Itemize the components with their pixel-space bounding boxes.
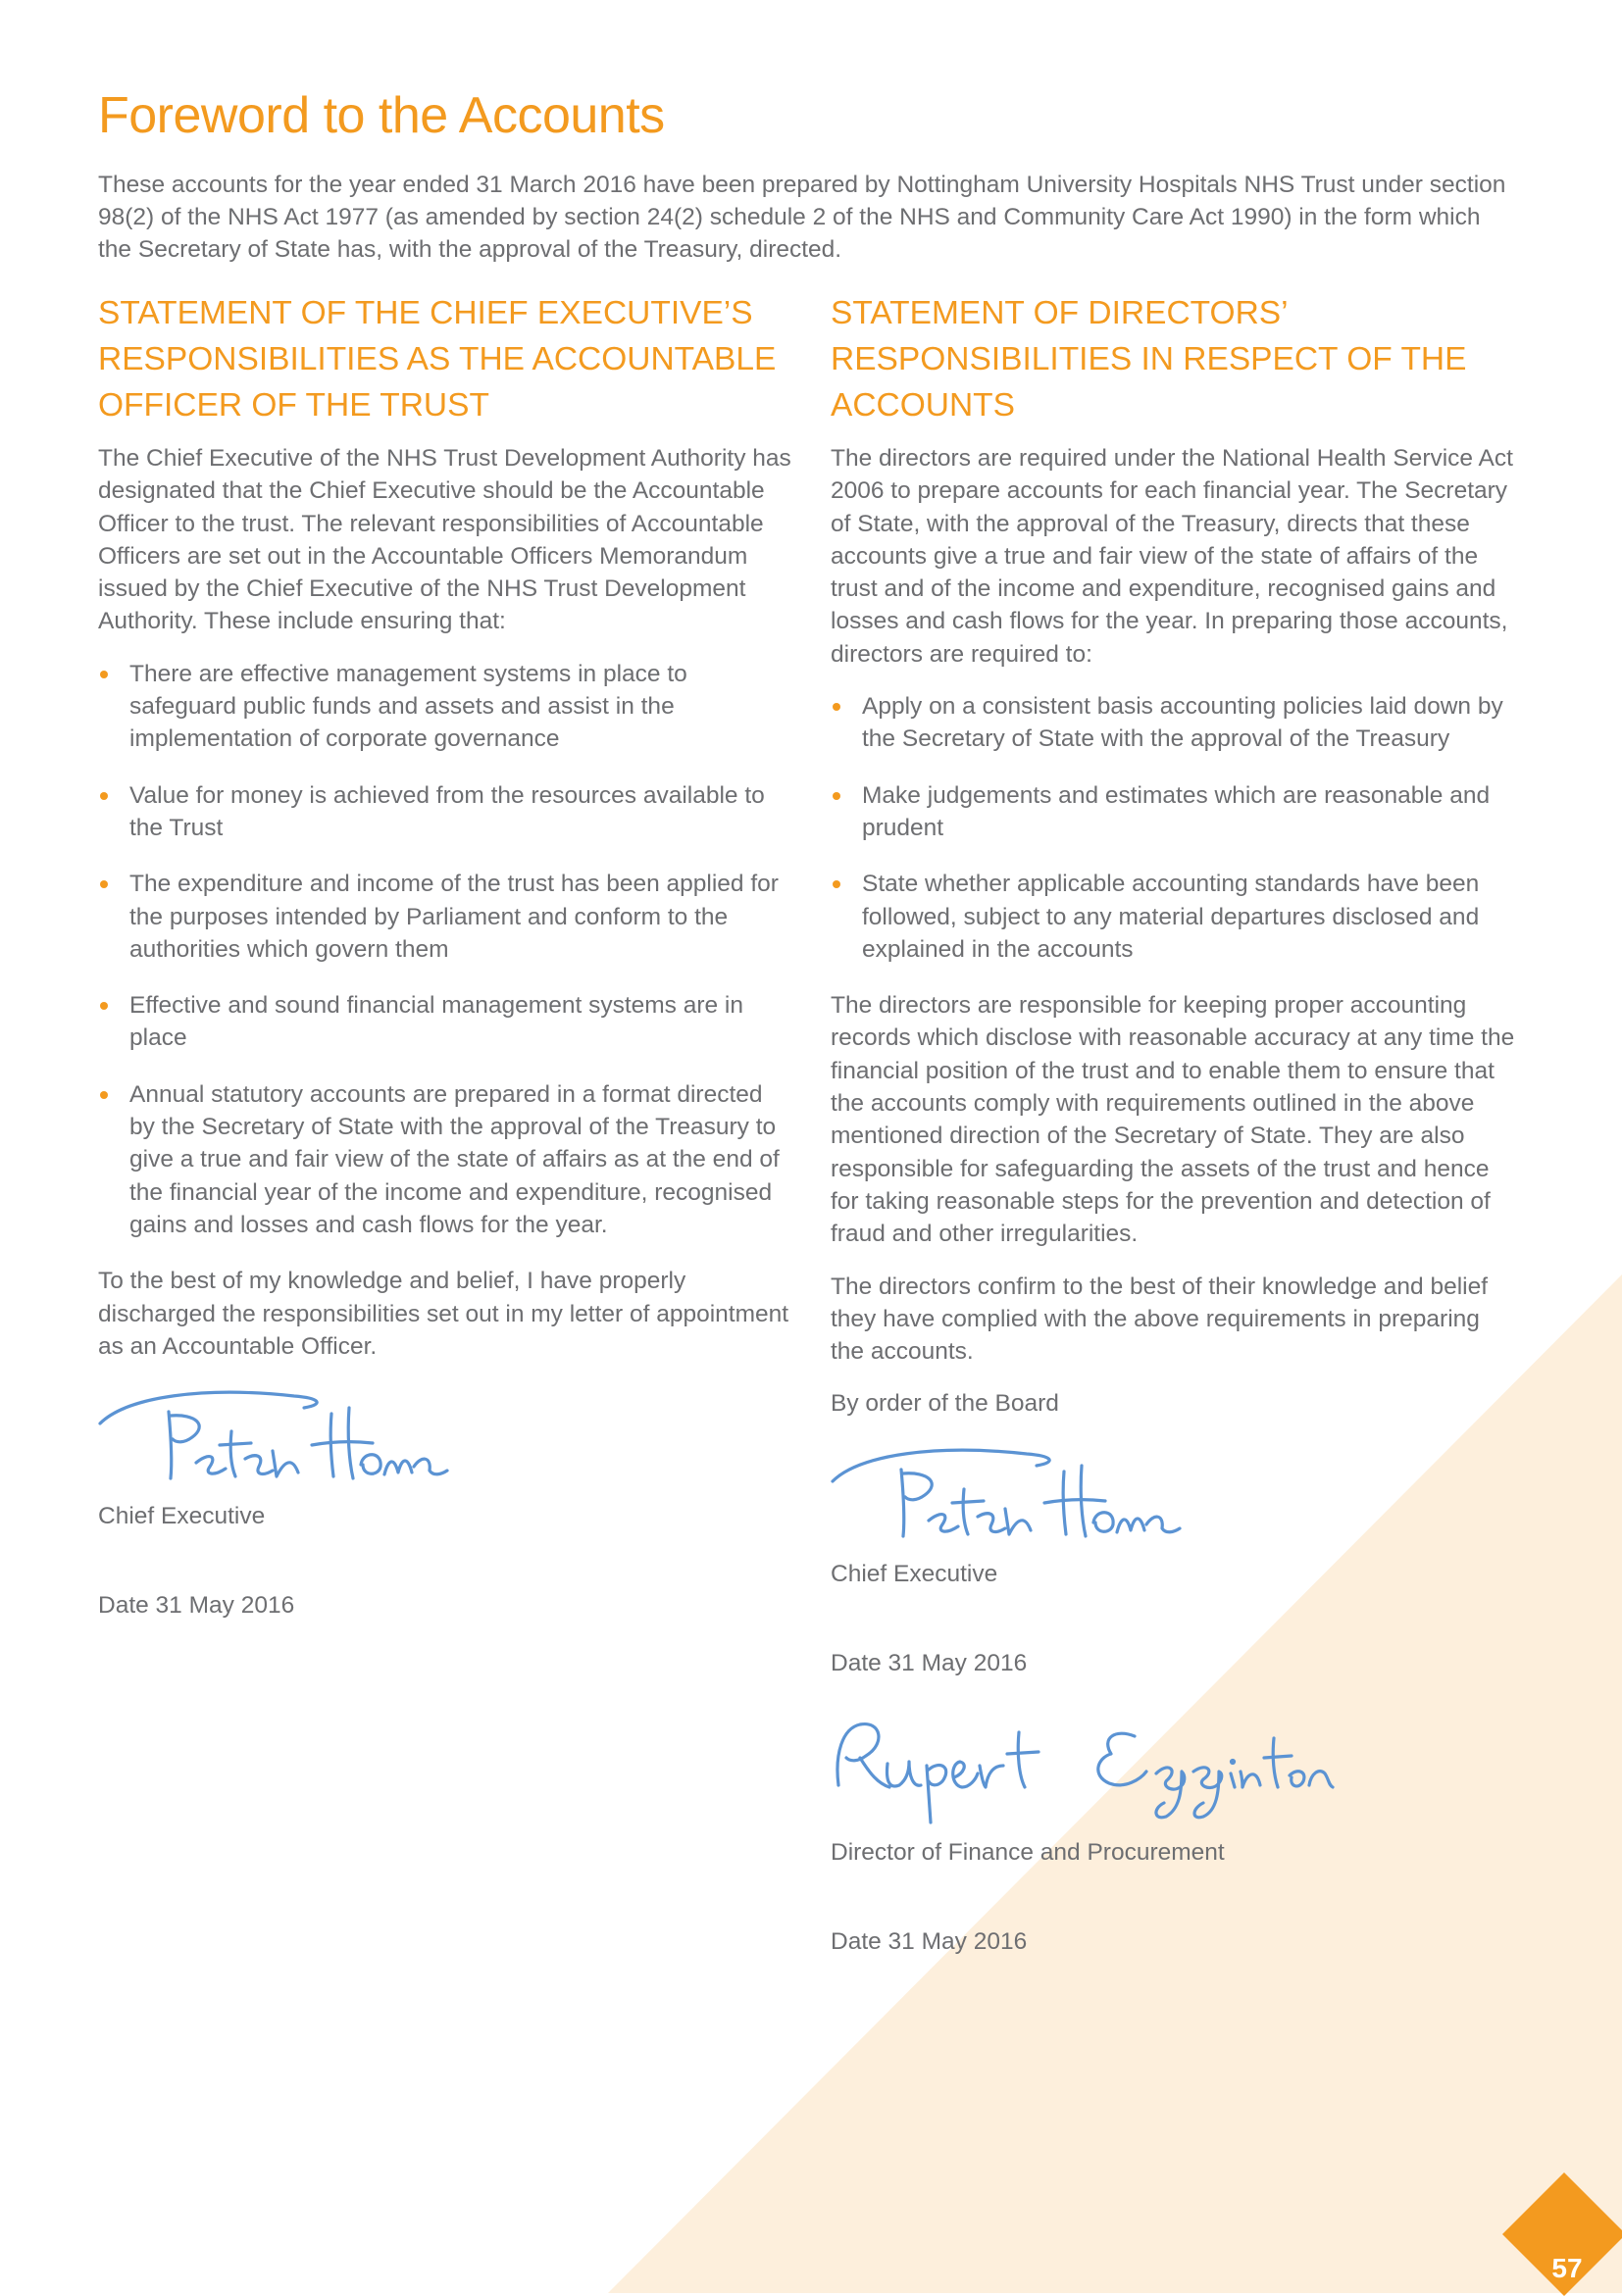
right-bullet-list xyxy=(831,690,1517,966)
list-item: Value for money is achieved from the resources available to the Trust xyxy=(98,779,794,845)
list-item: Make judgements and estimates which are reasonable and prudent xyxy=(831,779,1517,845)
right-responsibilities-paragraph: The directors are responsible for keeping proper accounting records which disclose with reasonable accuracy at any time the financial position of the trust and to enable them to ensure that the accounts comply with requirements outlined in the above mentioned direction of the Secretary of State. They are also responsible for safeguarding the assets of the trust and hence for taking reasonable steps for the prevention and detection of fraud and other irregularities. xyxy=(831,992,1515,1248)
directors-statement xyxy=(831,290,1517,1958)
list-item: There are effective management systems in place to safeguard public funds and assets and assist in the implementation of corporate governance xyxy=(98,658,794,756)
left-section-heading: STATEMENT OF THE CHIEF EXECUTIVE’S RESPONSIBILITIES AS THE ACCOUNTABLE OFFICER OF THE TRUST xyxy=(98,295,777,424)
left-signatory-title: Chief Executive xyxy=(98,1503,266,1530)
signature-rupert-egginton xyxy=(831,1715,1341,1832)
left-intro-paragraph: The Chief Executive of the NHS Trust Development Authority has designated that the Chief Executive should be the Accountable Officer to the trust. The relevant responsibilities of Accountable Officers are set out in the Accountable Officers Memorandum issued by the Chief Executive of the NHS Trust Development Authority. These include ensuring that: xyxy=(98,445,791,635)
right-date1: Date 31 May 2016 xyxy=(831,1649,1028,1676)
right-signatory2-title: Director of Finance and Procurement xyxy=(831,1838,1225,1866)
list-item: The expenditure and income of the trust has been applied for the purposes intended by Parliament and conform to the authorities which govern them xyxy=(98,868,794,966)
signature-peter-homa xyxy=(98,1382,490,1490)
by-order-of-board: By order of the Board xyxy=(831,1390,1059,1418)
right-intro-paragraph: The directors are required under the National Health Service Act 2006 to prepare accounts for each financial year. The Secretary of State, with the approval of the Treasury, directs that these accounts give a true and fair view of the state of affairs of the trust and of the income and expenditure, recognised gains and losses and cash flows for the year. In preparing those accounts, directors are required to: xyxy=(831,445,1513,668)
page-title: Foreword to the Accounts xyxy=(98,87,665,144)
left-bullet-list xyxy=(98,658,794,1241)
intro-paragraph: These accounts for the year ended 31 March 2016 have been prepared by Nottingham University Hospitals NHS Trust under section 98(2) of the NHS Act 1977 (as amended by section 24(2) schedule 2 of the NHS and Community Care Act 1990) in the form which the Secretary of State has, with the approval of the Treasury, directed. xyxy=(98,172,1506,263)
list-item: Annual statutory accounts are prepared in a format directed by the Secretary of State with the approval of the Treasury to give a true and fair view of the state of affairs as at the end of the financial year of the income and expenditure, recognised gains and losses and cash flows for the year. xyxy=(98,1078,794,1241)
left-date: Date 31 May 2016 xyxy=(98,1592,295,1620)
right-signatory1-title: Chief Executive xyxy=(831,1560,998,1587)
list-item: State whether applicable accounting standards have been followed, subject to any material departures disclosed and explained in the accounts xyxy=(831,868,1517,966)
list-item: Apply on a consistent basis accounting policies laid down by the Secretary of State with the approval of the Treasury xyxy=(831,690,1517,756)
right-section-heading: STATEMENT OF DIRECTORS’ RESPONSIBILITIES IN RESPECT OF THE ACCOUNTS xyxy=(831,295,1467,424)
left-closing-paragraph: To the best of my knowledge and belief, I have properly discharged the responsibilities set out in my letter of appointment as an Accountable Officer. xyxy=(98,1268,789,1360)
signature-peter-homa xyxy=(831,1440,1223,1548)
right-confirmation-paragraph: The directors confirm to the best of their knowledge and belief they have complied with the above requirements in preparing the accounts. xyxy=(831,1273,1489,1366)
list-item: Effective and sound financial management systems are in place xyxy=(98,989,794,1055)
right-date2: Date 31 May 2016 xyxy=(831,1927,1028,1955)
page-number: 57 xyxy=(1551,2253,1583,2283)
chief-executive-statement xyxy=(98,290,794,1622)
